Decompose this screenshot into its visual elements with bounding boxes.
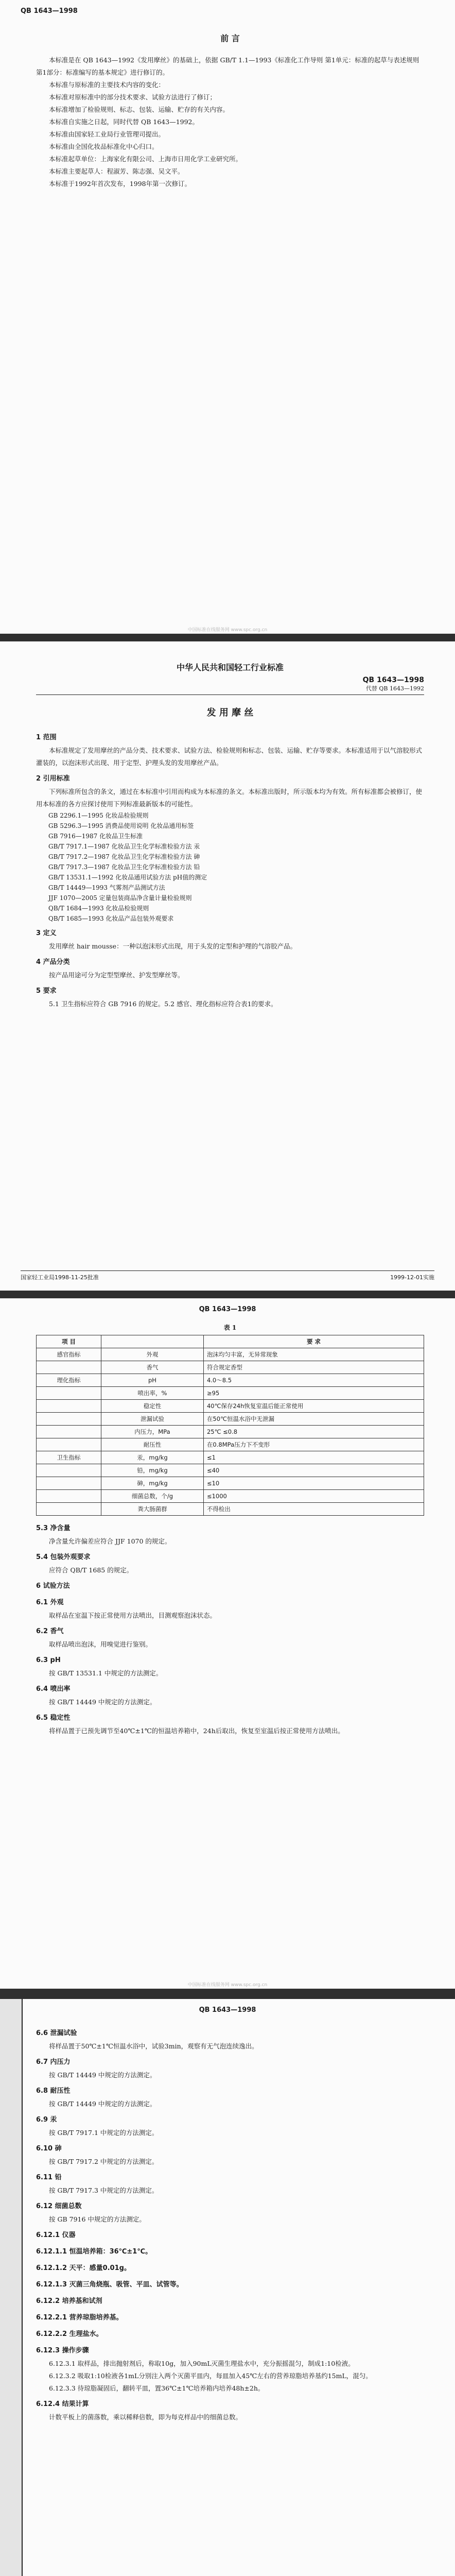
page-header: QB 1643—1998	[199, 1306, 256, 1313]
table-row	[37, 1438, 424, 1451]
section-heading: 5.4 包装外观要求	[36, 1553, 91, 1561]
implement-date: 1999-12-01实施	[390, 1274, 434, 1281]
reference-item: GB/T 7917.2—1987 化妆品卫生化学标准检验方法 砷	[48, 853, 200, 860]
section-class-text: 按产品用途可分为定型型摩丝、护发型摩丝等。	[49, 971, 184, 979]
table-cell	[37, 1490, 101, 1503]
table-row	[37, 1451, 424, 1464]
section-heading: 6.12.1.1 恒温培养箱：36℃±1℃。	[36, 2248, 152, 2256]
section-heading: 6.12.3 操作步骤	[36, 2347, 89, 2354]
table-cell: ≥95	[203, 1387, 424, 1400]
table-cell: ≤10	[203, 1477, 424, 1490]
page-table	[0, 1298, 455, 1989]
table-cell: 稳定性	[101, 1400, 203, 1413]
section-heading: 6.11 铅	[36, 2174, 62, 2181]
table-row	[37, 1464, 424, 1477]
table-cell: 喷出率，%	[101, 1387, 203, 1400]
section-scope-text: 本标准规定了发用摩丝的产品分类、技术要求、试验方法、检验规则和标志、包装、运输、贮存等要求。本标准适用于以气溶胶形式灌装的，以泡沫形式出现、用于定型、护理头发的发用摩丝产品。	[36, 747, 423, 767]
table-row	[37, 1490, 424, 1503]
section-heading: 6.4 喷出率	[36, 1685, 71, 1693]
table-row	[37, 1387, 424, 1400]
std-org: 中华人民共和国轻工行业标准	[176, 663, 284, 672]
table-cell: 耐压性	[101, 1438, 203, 1451]
paragraph: 本标准起草单位：上海家化有限公司、上海市日用化学工业研究所。	[49, 155, 242, 163]
paragraph: 净含量允许偏差应符合 JJF 1070 的规定。	[49, 1537, 171, 1545]
section-class: 4 产品分类	[36, 958, 70, 966]
table-cell	[37, 1438, 101, 1451]
table-cell: ≤40	[203, 1464, 424, 1477]
reference-item: GB/T 7917.3—1987 化妆品卫生化学标准检验方法 铅	[48, 863, 200, 871]
section-heading: 6.8 耐压性	[36, 2087, 71, 2095]
std-title: 发 用 摩 丝	[206, 707, 254, 718]
section-heading: 6.12.2.2 生理盐水。	[36, 2330, 103, 2338]
paragraph: 按 GB/T 14449 中规定的方法测定。	[49, 2071, 156, 2079]
section-heading: 6.6 泄漏试验	[36, 2029, 77, 2037]
table-header-cell	[101, 1335, 203, 1348]
reference-item: GB/T 14449—1993 气雾剂产品测试方法	[48, 884, 165, 891]
table-header-cell: 要 求	[203, 1335, 424, 1348]
reference-item: QB/T 1684—1993 化妆品检验规则	[48, 905, 149, 912]
reference-item: GB/T 7917.1—1987 化妆品卫生化学标准检验方法 汞	[48, 843, 200, 850]
section-heading: 6.1 外观	[36, 1599, 64, 1606]
table-cell: 泄漏试验	[101, 1413, 203, 1426]
table-cell	[37, 1400, 101, 1413]
table-cell: 泡沫均匀丰富，无异常现象	[203, 1348, 424, 1361]
table-cell: 粪大肠菌群	[101, 1503, 203, 1516]
paragraph: 按 GB/T 7917.1 中规定的方法测定。	[49, 2129, 159, 2137]
paragraph: 本标准由全国化妆品标准化中心归口。	[49, 143, 159, 150]
paragraph: 按 GB/T 7917.2 中规定的方法测定。	[49, 2158, 159, 2165]
table-row	[37, 1477, 424, 1490]
table-cell: 在0.8MPa压力下不变形	[203, 1438, 424, 1451]
reference-item: GB 7916—1987 化妆品卫生标准	[48, 833, 143, 840]
reference-item: GB 2296.1—1995 化妆品检验规则	[48, 812, 149, 819]
section-refs-text: 下列标准所包含的条文，通过在本标准中引用而构成为本标准的条文。本标准出版时，所示版本均为有效。所有标准都会被修订，使用本标准的各方应探讨使用下列标准最新版本的可能性。	[36, 788, 423, 808]
section-refs: 2 引用标准	[36, 775, 70, 783]
table-cell: 不得检出	[203, 1503, 424, 1516]
table-cell: 铅，mg/kg	[101, 1464, 203, 1477]
table-cell: ≤1	[203, 1451, 424, 1464]
table-row	[37, 1400, 424, 1413]
watermark: 中国标准在线服务网 www.spc.org.cn	[187, 1982, 268, 1988]
paragraph: 本标准对原标准中的部分技术要求、试验方法进行了修订；	[49, 93, 217, 101]
paragraph: 按 GB 7916 中规定的方法测定。	[49, 2215, 146, 2223]
table-cell: 汞，mg/kg	[101, 1451, 203, 1464]
paragraph: 6.12.3.1 取样品，排出抛射剂后，称取10g，加入90mL灭菌生理盐水中，充分振摇混匀，制成1:10检液。	[49, 2360, 355, 2367]
table-cell: 外观	[101, 1348, 203, 1361]
reference-item: JJF 1070—2005 定量包装商品净含量计量检验规则	[48, 894, 192, 902]
table-cell	[37, 1477, 101, 1490]
section-scope: 1 范围	[36, 734, 57, 741]
paragraph: 本标准与原标准的主要技术内容的变化：	[49, 81, 165, 89]
table-cell: 40℃保存24h恢复室温后能正常使用	[203, 1400, 424, 1413]
section-req: 5 要求	[36, 987, 57, 995]
table-cell: pH	[101, 1374, 203, 1387]
table-cell: 砷，mg/kg	[101, 1477, 203, 1490]
table-cell	[37, 1361, 101, 1374]
table-cell	[37, 1503, 101, 1516]
table-cell: 内压力，MPa	[101, 1426, 203, 1438]
table-row	[37, 1503, 424, 1516]
paragraph: 按 GB/T 13531.1 中规定的方法测定。	[49, 1669, 163, 1677]
std-code: QB 1643—1998	[362, 676, 424, 684]
table-cell: 香气	[101, 1361, 203, 1374]
page-header: QB 1643—1998	[21, 7, 78, 15]
section-heading: 6.2 香气	[36, 1628, 64, 1635]
table-row	[37, 1426, 424, 1438]
section-heading: 6.12.1 仪器	[36, 2231, 76, 2239]
table-title: 表 1	[223, 1324, 237, 1331]
table-cell: 感官指标	[37, 1348, 101, 1361]
paragraph: 将样品置于50℃±1℃恒温水浴中，试验3min，观察有无气泡连续逸出。	[49, 2042, 258, 2050]
approve-date: 国家轻工业局1998-11-25批准	[21, 1274, 99, 1281]
section-heading: 5.3 净含量	[36, 1524, 71, 1532]
table-row	[37, 1413, 424, 1426]
test-methods-cont	[36, 2027, 424, 2424]
paragraph: 本标准自实施之日起，同时代替 QB 1643—1992。	[49, 118, 199, 126]
foreword-body	[36, 54, 424, 190]
paragraph: 本标准增加了检验规则、标志、包装、运输、贮存的有关内容。	[49, 106, 230, 113]
table-cell	[37, 1464, 101, 1477]
reference-item: GB 5296.3—1995 消费品使用说明 化妆品通用标签	[48, 822, 194, 829]
table-cell: 在50℃恒温水浴中无泄漏	[203, 1413, 424, 1426]
paragraph: 本标准是在 QB 1643—1992《发用摩丝》的基础上，依据 GB/T 1.1—1993《标准化工作导则 第1单元：标准的起草与表述规则 第1部分：标准编写的基本规定》进行修订的。	[36, 56, 419, 76]
page-header: QB 1643—1998	[199, 2006, 256, 2014]
test-methods	[36, 1522, 424, 1737]
section-def-text: 发用摩丝 hair mousse：一种以泡沫形式出现，用于头发的定型和护理的气溶胶产品。	[49, 942, 297, 950]
section-req-text: 5.1 卫生指标应符合 GB 7916 的规定。5.2 感官、理化指标应符合表1的要求。	[49, 1000, 277, 1008]
section-heading: 6.12.2 培养基和试剂	[36, 2297, 102, 2305]
table-cell: 4.0～8.5	[203, 1374, 424, 1387]
table-row	[37, 1374, 424, 1387]
binding-strip	[0, 1999, 23, 2576]
table-cell: 理化指标	[37, 1374, 101, 1387]
table-cell: 卫生指标	[37, 1451, 101, 1464]
page-tests	[0, 1999, 455, 2576]
table-cell: 符合规定香型	[203, 1361, 424, 1374]
paragraph: 按 GB/T 14449 中规定的方法测定。	[49, 2100, 156, 2108]
reference-item: QB/T 1685—1993 化妆品产品包装外观要求	[48, 915, 174, 922]
paragraph: 将样品置于已预先调节至40℃±1℃的恒温培养箱中，24h后取出，恢复至室温后按正常使用方法喷出。	[49, 1727, 344, 1735]
page-foreword	[0, 0, 455, 634]
requirements-table	[36, 1335, 424, 1516]
section-heading: 6.9 汞	[36, 2116, 57, 2124]
section-heading: 6.12.2.1 营养琼脂培养基。	[36, 2314, 123, 2321]
section-heading: 6 试验方法	[36, 1582, 70, 1590]
table-cell	[37, 1413, 101, 1426]
paragraph: 计数平板上的菌落数，乘以稀释倍数，即为每克样品中的细菌总数。	[49, 2413, 242, 2421]
paragraph: 本标准由国家轻工业局行业管理司提出。	[49, 130, 165, 138]
section-def: 3 定义	[36, 929, 57, 937]
paragraph: 按 GB/T 7917.3 中规定的方法测定。	[49, 2187, 159, 2194]
section-heading: 6.12.1.2 天平：感量0.01g。	[36, 2264, 131, 2272]
foreword-title: 前 言	[220, 33, 240, 43]
paragraph: 应符合 QB/T 1685 的规定。	[49, 1566, 133, 1574]
table-row	[37, 1348, 424, 1361]
paragraph: 取样品在室温下按正常使用方法喷出，目测观察泡沫状态。	[49, 1612, 217, 1619]
reference-item: GB/T 13531.1—1992 化妆品通用试验方法 pH值的测定	[48, 874, 207, 881]
section-heading: 6.12.4 结果计算	[36, 2400, 89, 2408]
table-header-cell: 项 目	[37, 1335, 101, 1348]
refs-list	[36, 810, 424, 924]
section-heading: 6.10 砷	[36, 2145, 62, 2153]
section-heading: 6.3 pH	[36, 1656, 61, 1664]
table-cell	[37, 1387, 101, 1400]
watermark: 中国标准在线服务网 www.spc.org.cn	[187, 628, 268, 633]
std-replace: 代替 QB 1643—1992	[365, 685, 424, 692]
paragraph: 本标准于1992年首次发布，1998年第一次修订。	[49, 180, 191, 188]
section-heading: 6.12 细菌总数	[36, 2202, 82, 2210]
section-heading: 6.7 内压力	[36, 2058, 71, 2066]
paragraph: 按 GB/T 14449 中规定的方法测定。	[49, 1698, 156, 1706]
table-cell: 25℃ ≤0.8	[203, 1426, 424, 1438]
page-scope	[0, 641, 455, 1291]
table-cell	[37, 1426, 101, 1438]
section-heading: 6.5 稳定性	[36, 1714, 71, 1722]
section-heading: 6.12.1.3 灭菌三角烧瓶、吸管、平皿、试管等。	[36, 2281, 183, 2289]
table-cell: ≤1000	[203, 1490, 424, 1503]
table-cell: 细菌总数，个/g	[101, 1490, 203, 1503]
page-footer	[21, 1270, 434, 1281]
paragraph: 6.12.3.2 吸取1:10检液各1mL分别注入两个灭菌平皿内，每皿加入45℃左右的营养琼脂培养基约15mL，混匀。	[49, 2372, 372, 2380]
paragraph: 本标准主要起草人：程淑芳、陈志强、吴文平。	[49, 167, 184, 175]
paragraph: 6.12.3.3 待琼脂凝固后，翻转平皿，置36℃±1℃培养箱内培养48h±2h。	[49, 2384, 265, 2392]
paragraph: 取样品喷出泡沫，用嗅觉进行鉴别。	[49, 1640, 152, 1648]
table-row	[37, 1361, 424, 1374]
